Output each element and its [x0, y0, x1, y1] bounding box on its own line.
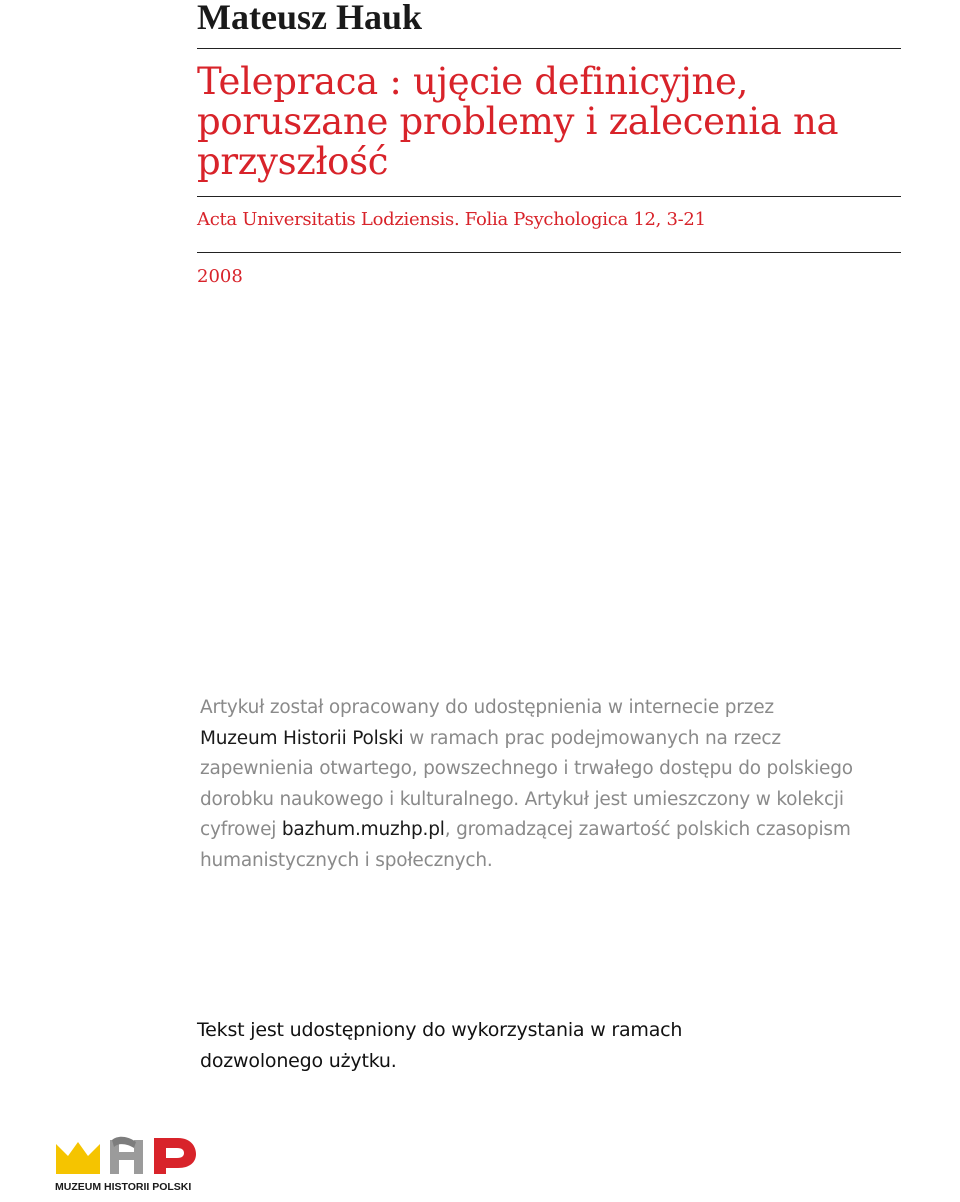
- author-name: Mateusz Hauk: [197, 0, 422, 37]
- institution-name: Muzeum Historii Polski: [200, 727, 404, 749]
- journal-citation: Acta Universitatis Lodziensis. Folia Psychologica 12, 3-21: [197, 209, 706, 230]
- access-notice: [200, 693, 900, 876]
- logo-caption: MUZEUM HISTORII POLSKI: [55, 1181, 192, 1193]
- collection-link[interactable]: bazhum.muzhp.pl: [281, 819, 445, 840]
- divider: [197, 196, 901, 197]
- divider: [197, 252, 901, 253]
- logo-p: [154, 1138, 196, 1174]
- crown-icon: [56, 1142, 100, 1174]
- logo-h-bar: [116, 1152, 138, 1160]
- notice-text-2: w ramach prac podejmowanych na rzecz zapewnienia otwartego, powszechnego i trwałego dostępu do polskiego dorobku naukowego i kulturalnego. Artykuł jest umieszczony w kolekcji cyfrowej: [200, 727, 853, 840]
- article-title: Telepraca : ujęcie definicyjne, poruszane problemy i zalecenia na przyszłość: [197, 60, 839, 183]
- notice-text-3: , gromadzącej zawartość polskich czasopism humanistycznych i społecznych.: [200, 819, 851, 871]
- usage-notice: [197, 1015, 757, 1077]
- usage-line-1: Tekst jest udostępniony do wykorzystania w ramach: [197, 1019, 683, 1041]
- usage-line-2: dozwolonego użytku.: [200, 1050, 397, 1072]
- publication-year: 2008: [197, 266, 243, 287]
- notice-text-1: Artykuł został opracowany do udostępnienia w internecie przez: [200, 697, 774, 718]
- divider: [197, 48, 901, 49]
